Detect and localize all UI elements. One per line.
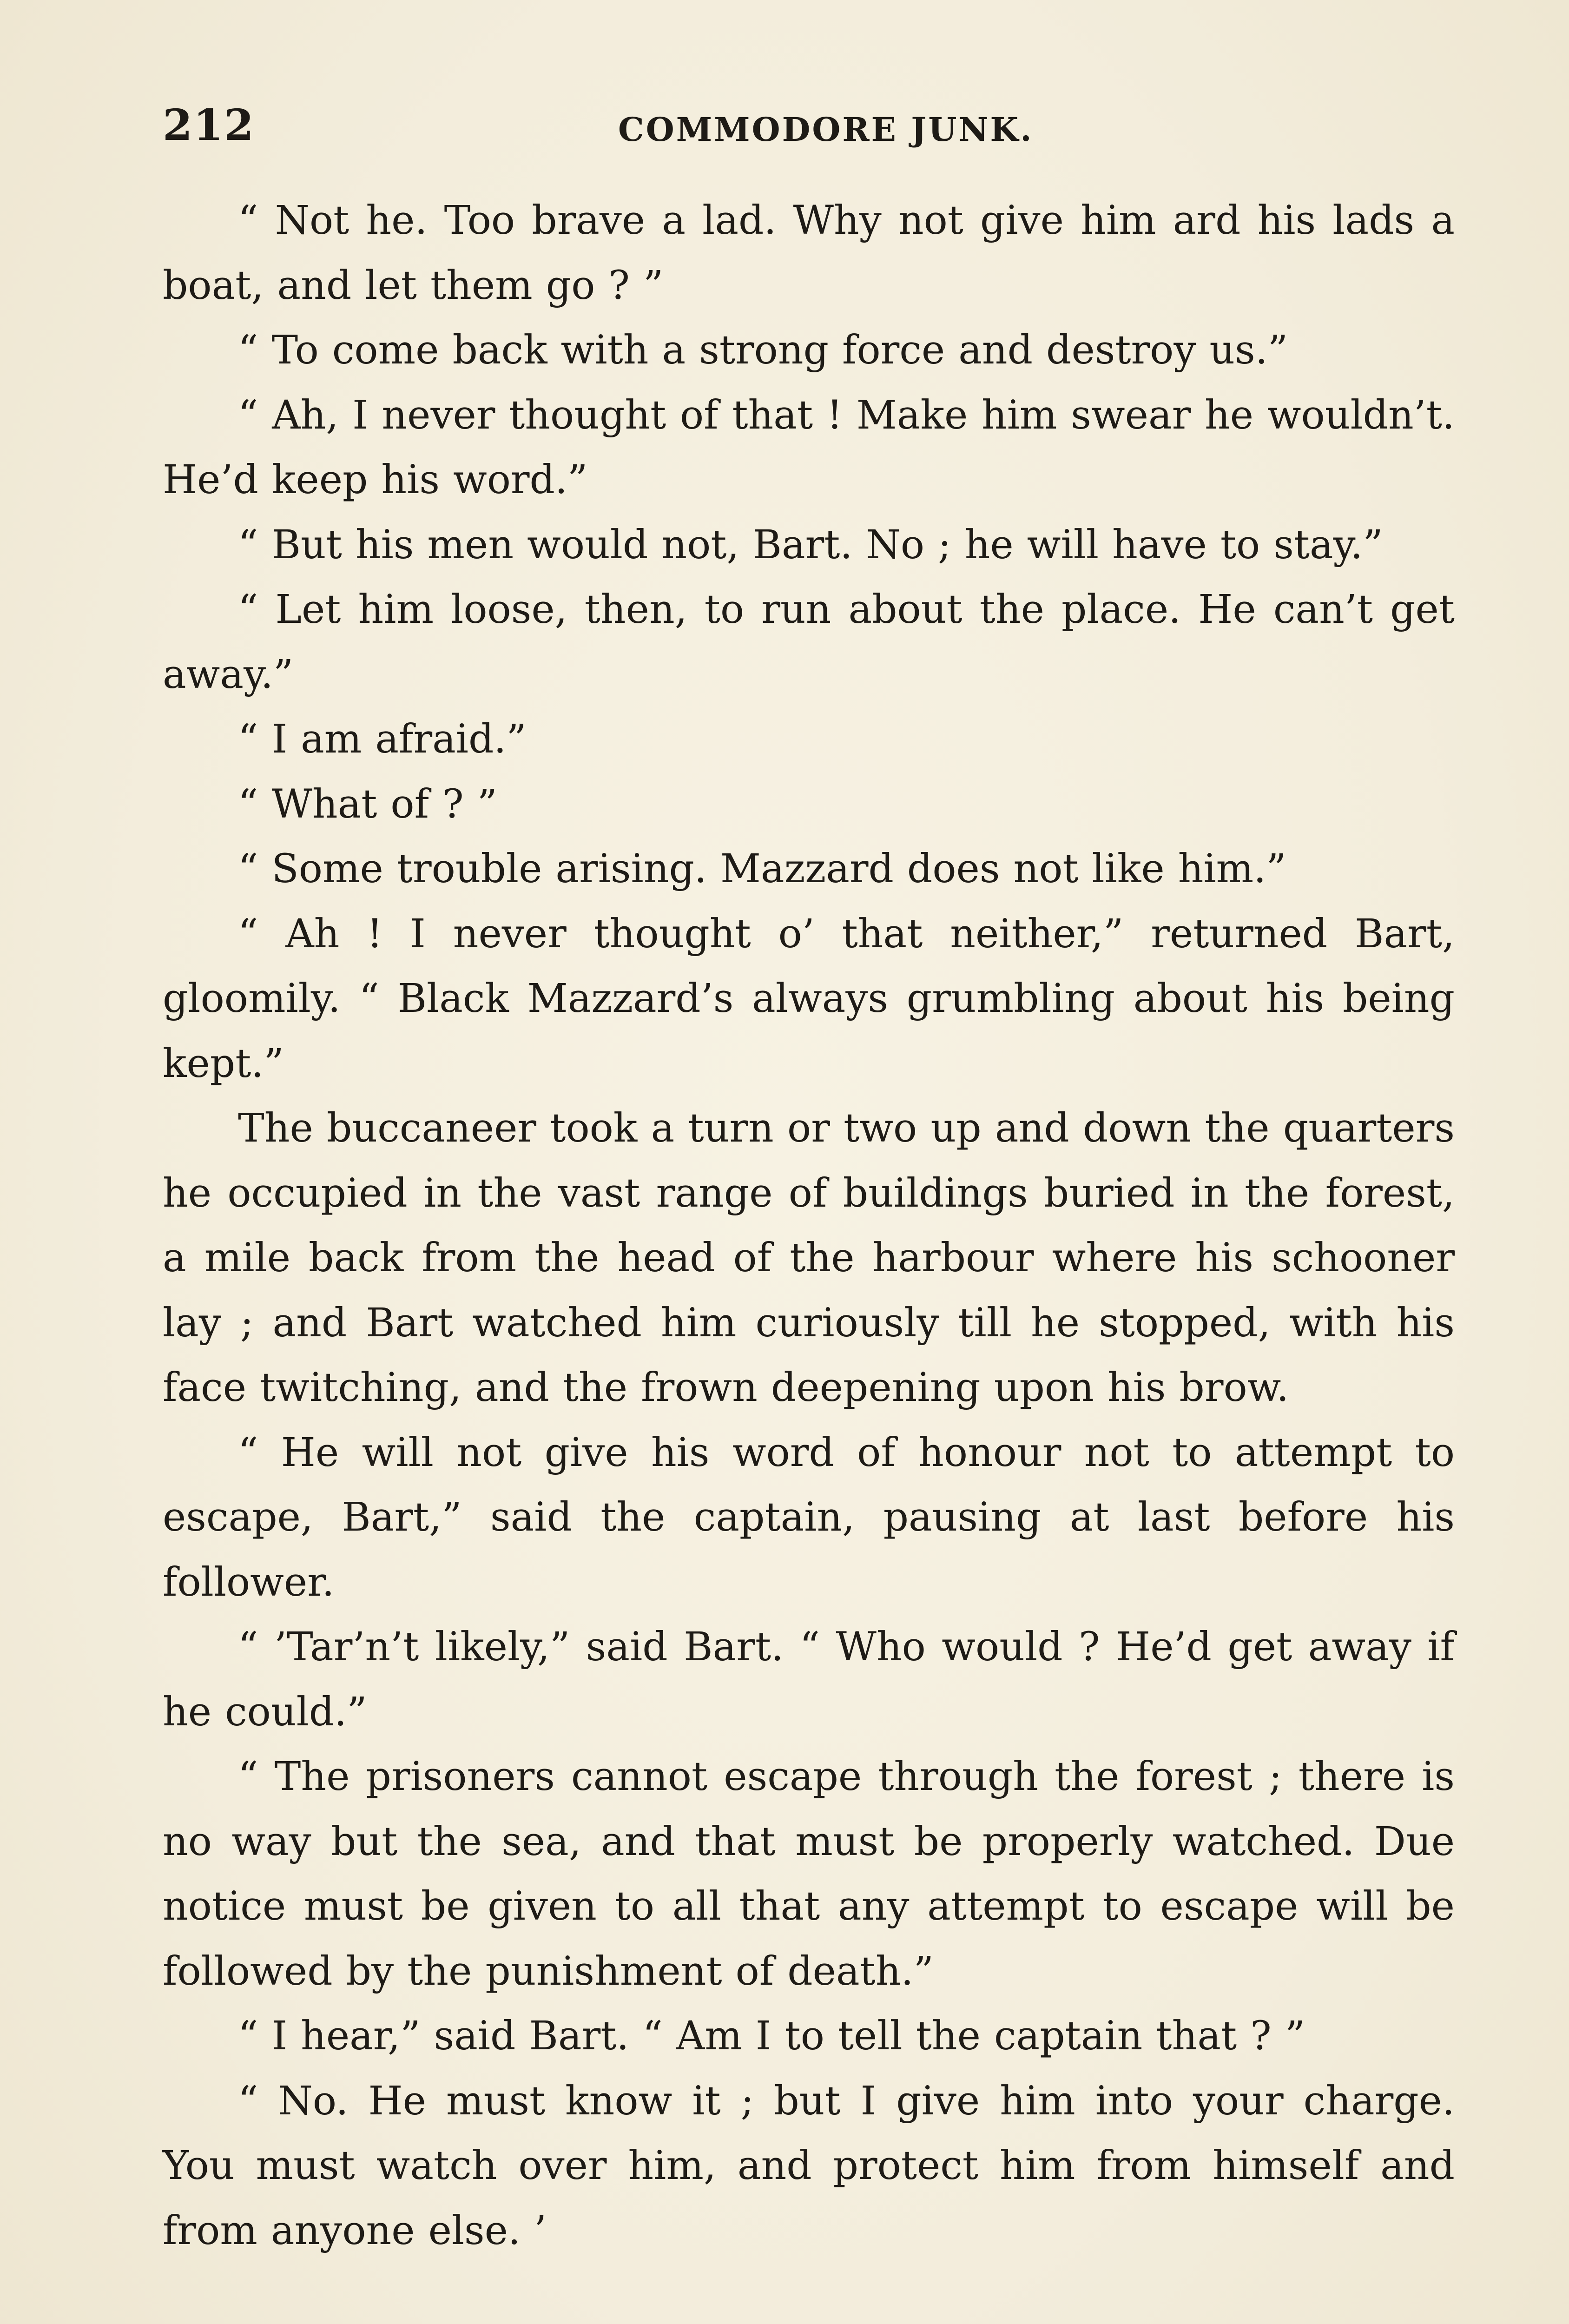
page-number: 212 [163, 100, 255, 150]
paragraph: “ Some trouble arising. Mazzard does not like him.” [238, 846, 1286, 892]
paragraph: “ Not he. Too brave a lad. Why not give him ard his lads a boat, and let them go ? ” [163, 198, 1455, 309]
paragraph: “ Ah ! I never thought o’ that neither,” returned Bart, gloomily. “ Black Mazzard’s always grumbling about his being kept.” [163, 911, 1455, 1087]
paragraph: The buccaneer took a turn or two up and down the quarters he occupied in the vast range of buildings buried in the forest, a mile back from the head of the harbour where his schooner lay ; and Bart watched him curiously till he stopped, with his face twitching, and the frown deepening upon his brow. [163, 1105, 1455, 1411]
paragraph: “ But his men would not, Bart. No ; he will have to stay.” [238, 522, 1383, 568]
paragraph: “ I am afraid.” [238, 716, 527, 762]
paragraph: “ The prisoners cannot escape through the forest ; there is no way but the sea, and that must be properly watched. Due notice must be given to all that any attempt to escape will be followed by the punishment of death.” [163, 1754, 1455, 1994]
paragraph: “ What of ? ” [238, 781, 498, 827]
paragraph: “ Let him loose, then, to run about the place. He can’t get away.” [163, 587, 1455, 698]
page-header [163, 100, 1455, 156]
running-head: COMMODORE JUNK. [618, 110, 1034, 149]
paragraph: “ To come back with a strong force and destroy us.” [238, 327, 1288, 373]
paragraph: “ No. He must know it ; but I give him into your charge. You must watch over him, and protect him from himself and from anyone else. ’ [163, 2078, 1455, 2254]
paragraph: “ ’Tar’n’t likely,” said Bart. “ Who would ? He’d get away if he could.” [163, 1624, 1455, 1735]
paragraph: “ I hear,” said Bart. “ Am I to tell the captain that ? ” [238, 2013, 1305, 2059]
paragraph: “ He will not give his word of honour not to attempt to escape, Bart,” said the captain, pausing at last before his follower. [163, 1429, 1455, 1605]
body-text [163, 188, 1455, 2263]
paragraph: “ Ah, I never thought of that ! Make him swear he wouldn’t. He’d keep his word.” [163, 392, 1455, 503]
